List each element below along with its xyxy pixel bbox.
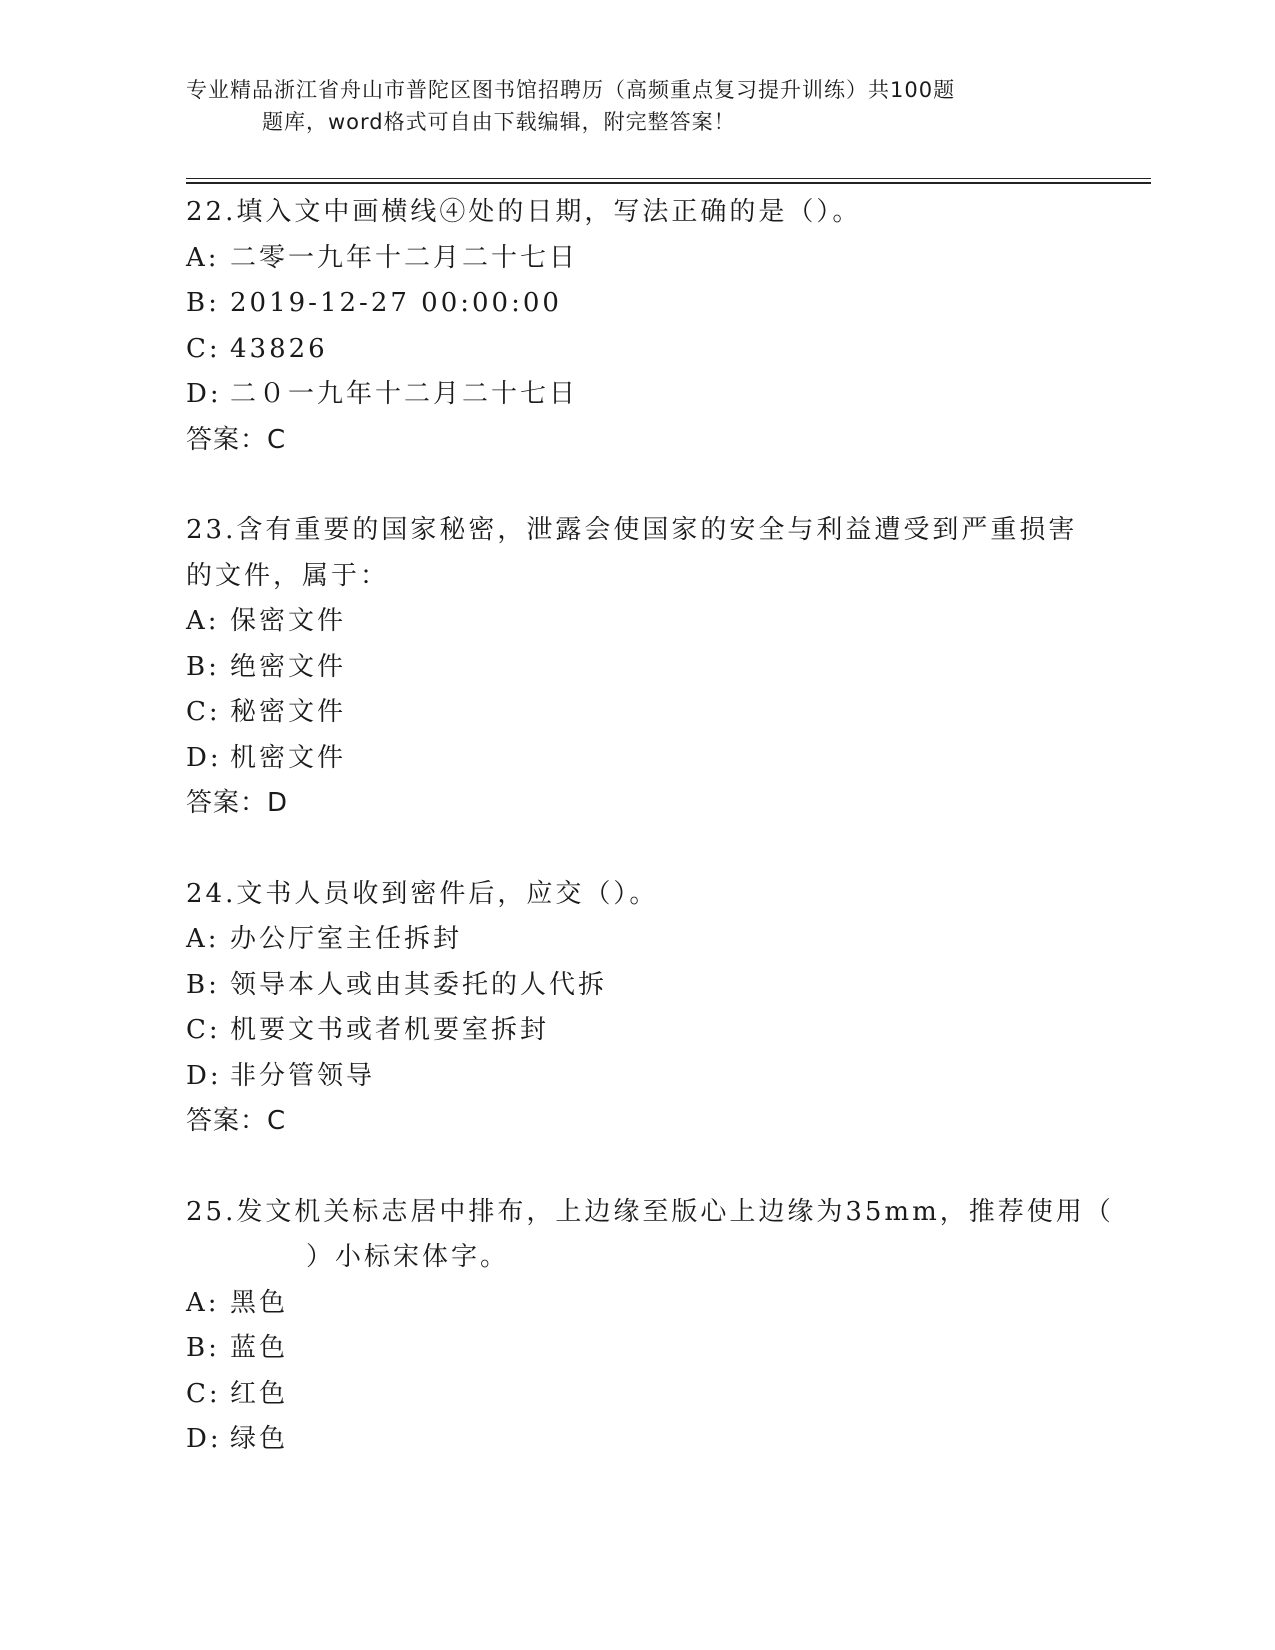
question-24 [186,872,1086,1145]
question-stem-continued: 的文件，属于： [186,560,390,591]
option-b [186,963,1086,1009]
option-text: 绝密文件 [230,651,347,682]
question-stem: 23.含有重要的国家秘密，泄露会使国家的安全与利益遭受到严重损害 [186,515,1078,545]
option-key: A: [186,924,220,954]
option-key: D: [186,742,222,773]
option-c [186,327,1086,373]
option-key: D: [186,1060,222,1091]
option-text: 机密文件 [230,742,347,773]
answer-label: 答案：C [186,1106,287,1136]
option-text: 绿色 [230,1424,289,1454]
option-d [186,372,1086,418]
option-text: 2019-12-27 00:00:00 [230,288,562,318]
option-b [186,281,1086,327]
spacer [186,827,1086,872]
option-key: A: [186,1287,220,1318]
option-a [186,599,1086,645]
option-key: C: [186,333,221,364]
option-c [186,690,1086,736]
option-text: 领导本人或由其委托的人代拆 [230,969,608,1000]
option-key: C: [186,1015,221,1045]
option-key: B: [186,288,220,318]
option-text: 秘密文件 [230,697,347,727]
header-divider-thin [186,178,1151,179]
option-key: C: [186,697,221,727]
option-key: B: [186,969,220,1000]
question-25 [186,1190,1114,1463]
option-text: 红色 [230,1378,289,1409]
question-stem: 25.发文机关标志居中排布，上边缘至版心上边缘为35mm，推荐使用（ [186,1196,1114,1227]
question-22 [186,190,1086,463]
option-a [186,236,1086,282]
answer-label: 答案：C [186,424,287,455]
option-d [186,1054,1086,1100]
option-text: 二０一九年十二月二十七日 [230,379,579,409]
header-title-line-2: 题库，word格式可自由下载编辑，附完整答案！ [262,110,736,134]
document-header [186,74,1066,138]
option-text: 43826 [230,333,328,364]
option-key: B: [186,651,220,682]
option-text: 保密文件 [230,606,347,636]
option-b [186,1326,1086,1372]
option-c [186,1008,1086,1054]
option-c [186,1372,1086,1418]
header-title-line-1: 专业精品浙江省舟山市普陀区图书馆招聘历（高频重点复习提升训练）共100题 [186,78,956,102]
option-key: D: [186,1424,222,1454]
question-list [186,190,1114,1463]
question-stem: 24.文书人员收到密件后，应交（）。 [186,878,659,909]
option-key: D: [186,379,222,409]
question-stem-continued: ）小标宋体字。 [306,1242,510,1272]
option-key: B: [186,1333,220,1363]
header-divider-thick [186,182,1151,184]
option-text: 非分管领导 [230,1060,376,1091]
option-text: 办公厅室主任拆封 [230,924,463,954]
spacer [186,463,1086,508]
option-a [186,1281,1086,1327]
option-text: 蓝色 [230,1333,289,1363]
option-d [186,1417,1086,1463]
option-text: 黑色 [230,1287,289,1318]
option-d [186,736,1086,782]
option-b [186,645,1086,691]
option-key: C: [186,1378,221,1409]
option-a [186,917,1086,963]
option-text: 二零一九年十二月二十七日 [230,242,579,273]
question-23 [186,508,1086,827]
question-stem: 22.填入文中画横线④处的日期，写法正确的是（）。 [186,197,862,227]
option-key: A: [186,606,220,636]
answer-label: 答案：D [186,788,289,818]
option-text: 机要文书或者机要室拆封 [230,1015,550,1045]
option-key: A: [186,242,220,273]
spacer [186,1145,1086,1190]
